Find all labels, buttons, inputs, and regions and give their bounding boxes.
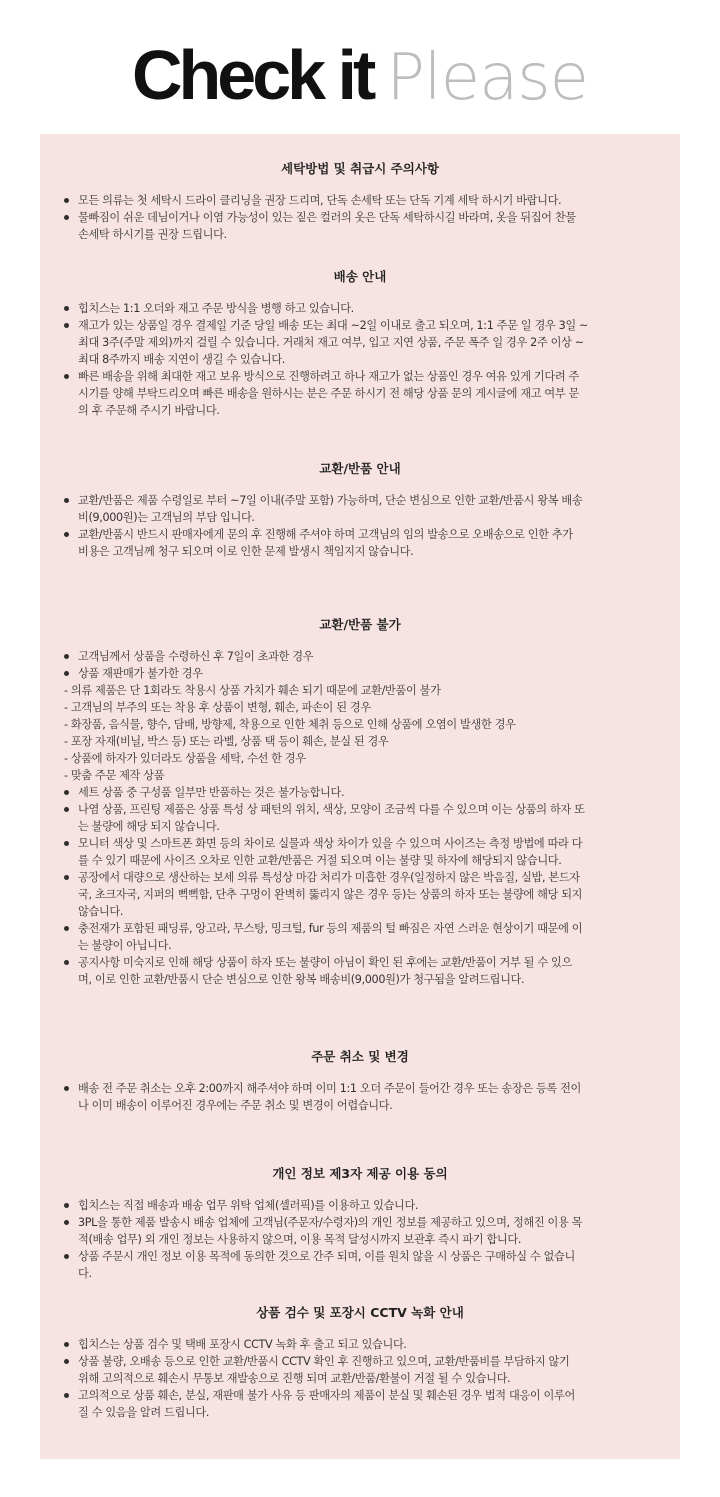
- section-title: 교환/반품 안내: [319, 461, 401, 476]
- bullet-item: 교환/반품시 반드시 판매자에게 문의 후 진행해 주셔야 하며 고객님의 임의 발송으로 오배송으로 인한 추가: [62, 526, 656, 543]
- section-title: 교환/반품 불가: [319, 617, 401, 632]
- section-delivery: [40, 268, 680, 419]
- section-lines: [40, 192, 680, 243]
- bullet-item: 충전재가 포함된 패딩류, 앙고라, 무스탕, 밍크털, fur 등의 제품의 털 빠짐은 자연 스러운 현상이기 때문에 이: [62, 920, 656, 937]
- bullet-continuation: 나 이미 배송이 이루어진 경우에는 주문 취소 및 변경이 어렵습니다.: [78, 1099, 393, 1112]
- bullet-continuation: 의 후 주문해 주시기 바랍니다.: [78, 404, 220, 417]
- bullet-item: 모든 의류는 첫 세탁시 드라이 클리닝을 권장 드리며, 단독 손세탁 또는 단독 기계 세탁 하시기 바랍니다.: [62, 192, 656, 209]
- bullet-item: 빠른 배송을 위해 최대한 재고 보유 방식으로 진행하려고 하나 재고가 없는 상품인 경우 여유 있게 기다려 주: [62, 368, 656, 385]
- bullet-continuation: 비용은 고객님께 청구 되오며 이로 인한 문제 발생시 책임지지 않습니다.: [78, 545, 414, 558]
- bullet-continuation: 다.: [78, 1267, 92, 1280]
- bullet-item: 고의적으로 상품 훼손, 분실, 재판매 불가 사유 등 판매자의 제품이 분실 및 훼손된 경우 법적 대응이 이루어: [62, 1387, 656, 1404]
- bullet-item: 힙치스는 상품 검수 및 택배 포장시 CCTV 녹화 후 출고 되고 있습니다.: [62, 1336, 656, 1353]
- section-cctv-notice: [40, 1304, 680, 1421]
- section-order-cancel: [40, 1048, 680, 1114]
- bullet-item: 모니터 색상 및 스마트폰 화면 등의 차이로 실물과 색상 차이가 있을 수 있으며 사이즈는 측정 방법에 따라 다: [62, 835, 656, 852]
- bullet-item: 세트 상품 중 구성품 일부만 반품하는 것은 불가능합니다.: [62, 784, 656, 801]
- section-exchange-info: [40, 460, 680, 560]
- bullet-continuation: 질 수 있음을 알려 드립니다.: [78, 1406, 210, 1419]
- bullet-item: 공장에서 대량으로 생산하는 보세 의류 특성상 마감 처리가 미흡한 경우(일정하지 않은 박음질, 실밥, 본드자: [62, 869, 656, 886]
- bullet-continuation: 를 수 있기 때문에 사이즈 오차로 인한 교환/반품은 거절 되오며 이는 불량 및 하자에 해당되지 않습니다.: [78, 854, 562, 867]
- section-lines: [40, 492, 680, 560]
- bullet-continuation: 비(9,000원)는 고객님의 부담 입니다.: [78, 511, 255, 524]
- bullet-item: 공지사항 미숙지로 인해 해당 상품이 하자 또는 불량이 아님이 확인 된 후에는 교환/반품이 거부 될 수 있으: [62, 954, 656, 971]
- section-title: 배송 안내: [333, 269, 387, 284]
- sub-item: - 포장 자재(비닐, 박스 등) 또는 라벨, 상품 택 등이 훼손, 분실 된 경우: [64, 735, 389, 748]
- bullet-continuation: 는 불량이 아닙니다.: [78, 939, 172, 952]
- section-lines: [40, 648, 680, 988]
- bullet-item: 나염 상품, 프린팅 제품은 상품 특성 상 패턴의 위치, 색상, 모양이 조금씩 다를 수 있으며 이는 상품의 하자 또: [62, 801, 656, 818]
- section-lines: [40, 1197, 680, 1282]
- section-lines: [40, 1080, 680, 1114]
- notice-panel: [40, 134, 680, 1459]
- bullet-continuation: 적(배송 업무) 외 개인 정보는 사용하지 않으며, 이용 목적 달성시까지 보관후 즉시 파기 합니다.: [78, 1233, 522, 1246]
- bullet-item: 힙치스는 직접 배송과 배송 업무 위탁 업체(셀러픽)를 이용하고 있습니다.: [62, 1197, 656, 1214]
- sub-item: - 맞춤 주문 제작 상품: [64, 769, 165, 782]
- section-title: 개인 정보 제3자 제공 이용 동의: [272, 1166, 448, 1181]
- bullet-continuation: 국, 초크자국, 지퍼의 뻑뻑함, 단추 구멍이 완벽히 뚫리지 않은 경우 등)는 상품의 하자 또는 불량에 해당 되지: [78, 888, 583, 901]
- bullet-item: 배송 전 주문 취소는 오후 2:00까지 해주셔야 하며 이미 1:1 오더 주문이 들어간 경우 또는 송장은 등록 전이: [62, 1080, 656, 1097]
- bullet-continuation: 시기를 양해 부탁드리오며 빠른 배송을 원하시는 분은 주문 하시기 전 해당 상품 문의 게시글에 재고 여부 문: [78, 387, 579, 400]
- bullet-item: 상품 불량, 오배송 등으로 인한 교환/반품시 CCTV 확인 후 진행하고 있으며, 교환/반품비를 부담하지 않기: [62, 1353, 656, 1370]
- bullet-continuation: 며, 이로 인한 교환/반품시 단순 변심으로 인한 왕복 배송비(9,000원)가 청구됨을 알려드립니다.: [78, 973, 525, 986]
- header-title-bold: Check it: [132, 36, 373, 114]
- bullet-item: 힙치스는 1:1 오더와 재고 주문 방식을 병행 하고 있습니다.: [62, 300, 656, 317]
- bullet-continuation: 최대 8주까지 배송 지연이 생길 수 있습니다.: [78, 353, 285, 366]
- bullet-item: 교환/반품은 제품 수령일로 부터 ~7일 이내(주말 포함) 가능하며, 단순 변심으로 인한 교환/반품시 왕복 배송: [62, 492, 656, 509]
- header-title-light: Please: [386, 41, 588, 115]
- bullet-continuation: 위해 고의적으로 훼손시 무통보 재발송으로 진행 되며 교환/반품/환불이 거절 될 수 있습니다.: [78, 1372, 511, 1385]
- bullet-item: 상품 재판매가 불가한 경우: [62, 665, 656, 682]
- bullet-continuation: 최대 3주(주말 제외)까지 걸릴 수 있습니다. 거래처 재고 여부, 입고 지연 상품, 주문 폭주 일 경우 2주 이상 ~: [78, 336, 584, 349]
- section-laundry: [40, 160, 680, 243]
- sub-item: - 상품에 하자가 있더라도 상품을 세탁, 수선 한 경우: [64, 752, 306, 765]
- bullet-continuation: 는 불량에 해당 되지 않습니다.: [78, 820, 220, 833]
- sub-item: - 의류 제품은 단 1회라도 착용시 상품 가치가 훼손 되기 때문에 교환/반품이 불가: [64, 684, 441, 697]
- sub-item: - 화장품, 음식물, 향수, 담배, 방향제, 착용으로 인한 체취 등으로 인해 상품에 오염이 발생한 경우: [64, 718, 516, 731]
- page-header: [0, 36, 720, 115]
- section-lines: [40, 1336, 680, 1421]
- bullet-continuation: 손세탁 하시기를 권장 드립니다.: [78, 228, 227, 241]
- bullet-item: 고객님께서 상품을 수령하신 후 7일이 초과한 경우: [62, 648, 656, 665]
- section-title: 세탁방법 및 취급시 주의사항: [281, 161, 439, 176]
- section-lines: [40, 300, 680, 419]
- sub-item: - 고객님의 부주의 또는 착용 후 상품이 변형, 훼손, 파손이 된 경우: [64, 701, 371, 714]
- bullet-continuation: 않습니다.: [78, 905, 124, 918]
- section-privacy-consent: [40, 1165, 680, 1282]
- bullet-item: 물빠짐이 쉬운 데님이거나 이염 가능성이 있는 짙은 컬러의 옷은 단독 세탁하시길 바라며, 옷을 뒤집어 찬물: [62, 209, 656, 226]
- bullet-item: 상품 주문시 개인 정보 이용 목적에 동의한 것으로 간주 되며, 이를 원치 않을 시 상품은 구매하실 수 없습니: [62, 1248, 656, 1265]
- section-title: 상품 검수 및 포장시 CCTV 녹화 안내: [256, 1305, 464, 1320]
- section-title: 주문 취소 및 변경: [311, 1049, 409, 1064]
- bullet-item: 재고가 있는 상품일 경우 결제일 기준 당일 배송 또는 최대 ~2일 이내로 출고 되오며, 1:1 주문 일 경우 3일 ~: [62, 317, 656, 334]
- bullet-item: 3PL을 통한 제품 발송시 배송 업체에 고객님(주문자/수령자)의 개인 정보를 제공하고 있으며, 정해진 이용 목: [62, 1214, 656, 1231]
- section-exchange-unavailable: [40, 616, 680, 988]
